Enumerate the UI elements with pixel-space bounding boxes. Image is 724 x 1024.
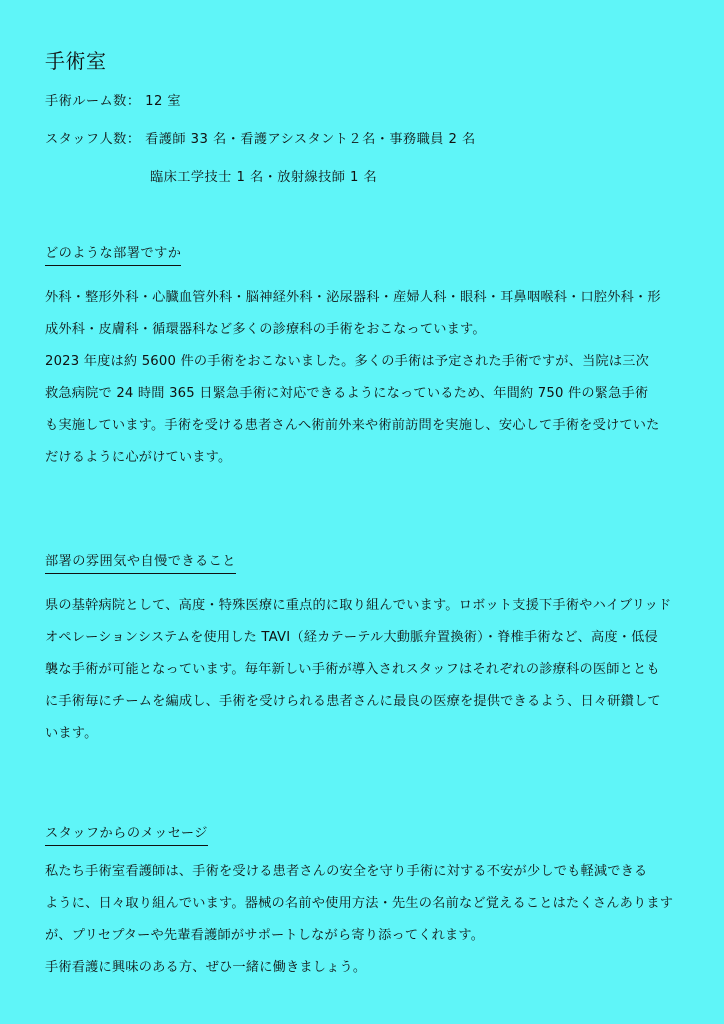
paragraph-line: に手術毎にチームを編成し、手術を受けられる患者さんに最良の医療を提供できるよう、日々研鑽して — [45, 694, 661, 709]
paragraph-line: 2023 年度は約 5600 件の手術をおこないました。多くの手術は予定された手術ですが、当院は三次 — [45, 354, 650, 369]
section-body-about — [45, 289, 685, 481]
section-body-staff-message — [45, 863, 685, 991]
paragraph-line: 外科・整形外科・心臓血管外科・脳神経外科・泌尿器科・産婦人科・眼科・耳鼻咽喉科・口腔外科・形 — [45, 290, 661, 305]
paragraph-line: だけるように心がけています。 — [45, 450, 232, 465]
section-heading-staff-message: スタッフからのメッセージ — [45, 825, 208, 846]
paragraph-line: 手術看護に興味のある方、ぜひ一緒に働きましょう。 — [45, 960, 367, 975]
room-count: 手術ルーム数： 12 室 — [45, 94, 182, 109]
paragraph-line: 救急病院で 24 時間 365 日緊急手術に対応できるようになっているため、年間約 750 件の緊急手術 — [45, 386, 649, 401]
paragraph-line: オペレーションシステムを使用した TAVI（経カテーテル大動脈弁置換術）・脊椎手術など、高度・低侵 — [45, 630, 658, 645]
paragraph-line: ように、日々取り組んでいます。器械の名前や使用方法・先生の名前など覚えることはたくさんあります — [45, 896, 674, 911]
paragraph-line: 県の基幹病院として、高度・特殊医療に重点的に取り組んでいます。ロボット支援下手術やハイブリッド — [45, 598, 672, 613]
paragraph-line: 襲な手術が可能となっています。毎年新しい手術が導入されスタッフはそれぞれの診療科の医師ととも — [45, 662, 660, 677]
paragraph-line: います。 — [45, 726, 98, 741]
paragraph-line: 成外科・皮膚科・循環器科など多くの診療科の手術をおこなっています。 — [45, 322, 486, 337]
staff-count-line-2: 臨床工学技士 1 名・放射線技師 1 名 — [150, 170, 378, 185]
section-heading-about: どのような部署ですか — [45, 245, 181, 266]
page-title: 手術室 — [45, 49, 107, 73]
section-body-atmosphere — [45, 597, 685, 757]
section-heading-atmosphere: 部署の雰囲気や自慢できること — [45, 553, 236, 574]
paragraph-line: も実施しています。手術を受ける患者さんへ術前外来や術前訪問を実施し、安心して手術を受けていた — [45, 418, 660, 433]
paragraph-line: 私たち手術室看護師は、手術を受ける患者さんの安全を守り手術に対する不安が少しでも軽減できる — [45, 864, 648, 879]
staff-count-line-1: スタッフ人数： 看護師 33 名・看護アシスタント２名・事務職員 2 名 — [45, 132, 476, 147]
paragraph-line: が、プリセプターや先輩看護師がサポートしながら寄り添ってくれます。 — [45, 928, 485, 943]
